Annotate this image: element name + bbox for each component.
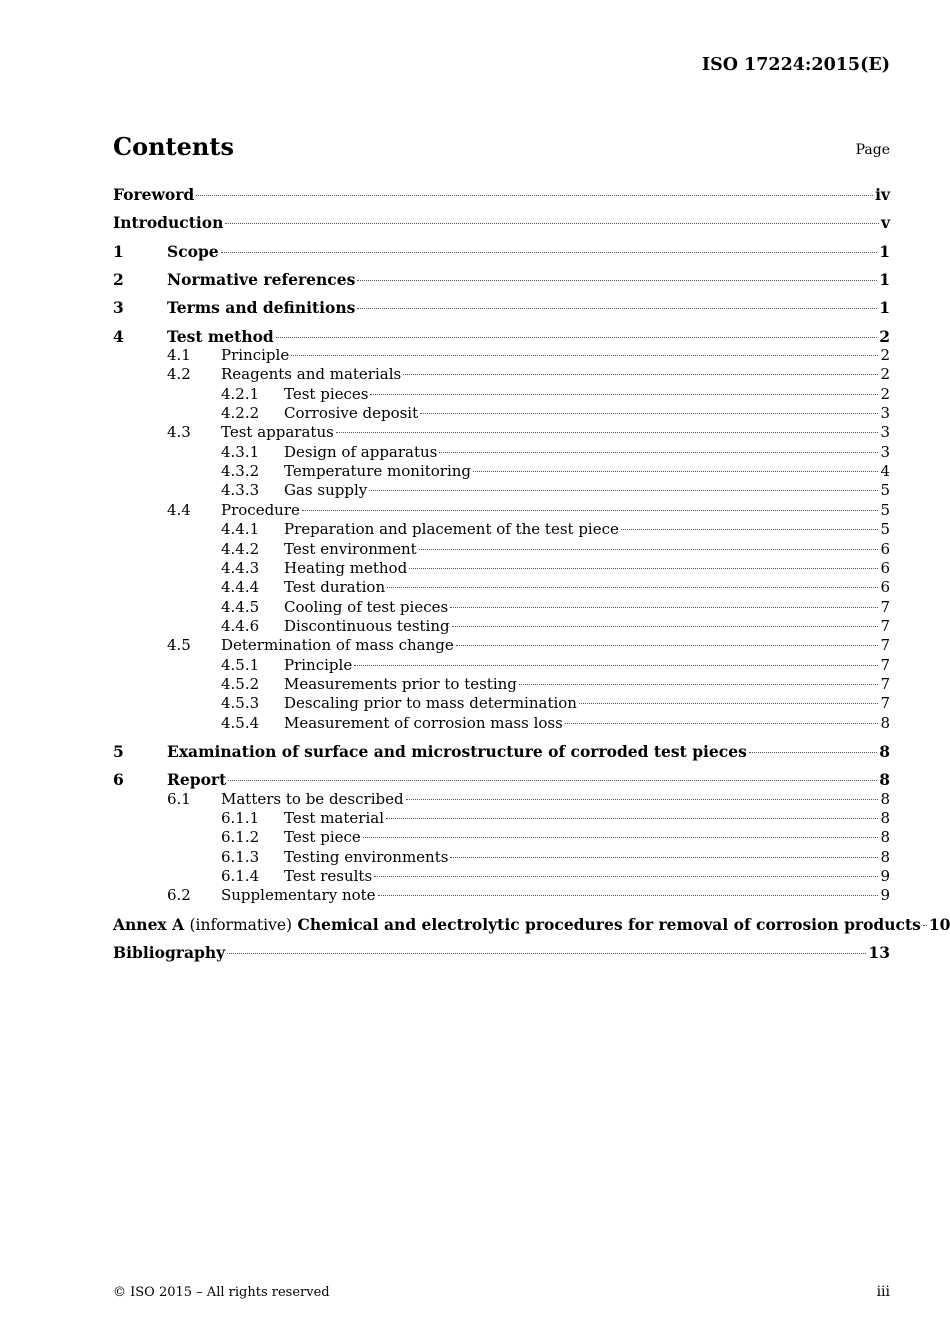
toc-entry-title: Measurements prior to testing: [284, 674, 517, 693]
toc-entry-title: Principle: [221, 346, 290, 365]
toc-entry-page: 8: [879, 741, 890, 761]
toc-entry[interactable]: [113, 848, 890, 867]
toc-entry-title: Matters to be described: [221, 789, 404, 808]
toc-entry[interactable]: [113, 867, 890, 886]
toc-entry-title: Measurement of corrosion mass loss: [284, 713, 563, 732]
toc-entry-number: 6.1: [167, 789, 191, 808]
toc-entry-page: 1: [879, 298, 890, 318]
toc-entry-page: v: [880, 213, 890, 233]
toc-entry-title: Examination of surface and microstructure of corroded test pieces: [167, 741, 747, 761]
dot-leader: [621, 529, 879, 530]
toc-entry[interactable]: [113, 443, 890, 462]
dot-leader: [419, 549, 879, 550]
toc-entry-number: 4.5.3: [221, 694, 260, 713]
toc-entry-title: Principle: [284, 655, 353, 674]
toc-entry[interactable]: [113, 327, 890, 346]
dot-leader: [387, 587, 878, 588]
dot-leader: [336, 432, 879, 433]
table-of-contents: [113, 185, 950, 963]
toc-entry-number: 6.1.2: [221, 828, 260, 847]
dot-leader: [357, 308, 877, 309]
toc-entry-number: 4.4.4: [221, 578, 260, 597]
dot-leader: [473, 471, 878, 472]
toc-entry-bibliography[interactable]: [113, 943, 890, 962]
toc-entry-title: Descaling prior to mass determination: [284, 694, 577, 713]
dot-leader: [403, 374, 878, 375]
toc-entry-number: 6.1.3: [221, 847, 260, 866]
toc-entry[interactable]: [113, 694, 890, 713]
toc-entry-title: Test results: [284, 867, 373, 885]
toc-entry[interactable]: [113, 365, 890, 384]
toc-entry-page: 8: [880, 847, 890, 866]
toc-entry-page: iv: [875, 185, 890, 204]
dot-leader: [579, 703, 878, 704]
toc-entry[interactable]: [113, 578, 890, 597]
dot-leader: [378, 895, 879, 896]
toc-entry[interactable]: [113, 770, 890, 789]
toc-entry-number: 4.4.3: [221, 558, 260, 577]
toc-entry-number: 4.4: [167, 500, 191, 519]
toc-entry-number: 4.4.2: [221, 539, 260, 558]
toc-entry-title: Preparation and placement of the test piece: [284, 520, 619, 539]
toc-entry[interactable]: [113, 656, 890, 675]
toc-entry-page: 7: [880, 674, 890, 693]
toc-entry-title: Test method: [167, 326, 274, 346]
toc-entry-title: Heating method: [284, 558, 408, 577]
toc-entry[interactable]: [113, 886, 890, 905]
toc-entry-page: 5: [880, 520, 890, 539]
toc-entry-number: 6: [113, 770, 124, 790]
toc-entry-page: 1: [879, 241, 890, 261]
toc-entry[interactable]: [113, 346, 890, 365]
dot-leader: [225, 223, 879, 224]
dot-leader: [519, 684, 879, 685]
dot-leader: [409, 568, 878, 569]
toc-entry-title: Corrosive deposit: [284, 404, 419, 423]
toc-entry-title: Temperature monitoring: [284, 462, 472, 481]
toc-entry-page: 2: [880, 365, 890, 384]
toc-entry-title: Scope: [167, 241, 219, 261]
dot-leader: [450, 607, 878, 608]
toc-entry-page: 3: [880, 404, 890, 423]
toc-entry-page: 7: [880, 616, 890, 635]
dot-leader: [749, 752, 877, 753]
annex-label: Annex A: [113, 914, 185, 934]
toc-entry-page: 5: [880, 481, 890, 500]
toc-entry-title: Test material: [284, 808, 384, 827]
toc-entry-title: Testing environments: [284, 847, 449, 866]
annex-title: Chemical and electrolytic procedures for removal of corrosion products: [297, 914, 921, 934]
toc-entry[interactable]: [113, 213, 890, 232]
toc-entry-number: 2: [113, 270, 124, 290]
toc-entry-title: Discontinuous testing: [284, 616, 450, 635]
dot-leader: [420, 413, 878, 414]
toc-entry[interactable]: [113, 185, 890, 204]
toc-entry[interactable]: [113, 828, 890, 847]
toc-entry[interactable]: [113, 559, 890, 578]
toc-entry-page: 8: [880, 808, 890, 827]
dot-leader: [221, 252, 878, 253]
toc-entry[interactable]: [113, 423, 890, 442]
dot-leader: [354, 665, 878, 666]
toc-entry-page: 1: [879, 270, 890, 290]
toc-entry-title: Test pieces: [284, 384, 369, 403]
toc-entry-title: Normative references: [167, 270, 356, 290]
toc-entry-page: 4: [880, 462, 890, 481]
toc-entry-page: 7: [880, 655, 890, 674]
toc-entry[interactable]: [113, 270, 890, 289]
toc-entry-number: 4.3: [167, 423, 191, 442]
toc-entry-title: Test duration: [284, 578, 386, 597]
dot-leader: [357, 280, 877, 281]
dot-leader: [276, 337, 877, 338]
toc-entry-page: 8: [880, 713, 890, 732]
toc-entry-number: 4.2.2: [221, 404, 260, 423]
toc-entry-number: 4.3.3: [221, 481, 260, 500]
dot-leader: [374, 876, 878, 877]
toc-entry[interactable]: [113, 617, 890, 636]
dot-leader: [363, 837, 879, 838]
toc-entry-number: 4.2: [167, 365, 191, 384]
dot-leader: [302, 510, 879, 511]
toc-entry-page: 6: [880, 558, 890, 577]
toc-entry-page: 7: [880, 636, 890, 655]
toc-entry-number: 4.4.5: [221, 597, 260, 616]
toc-entry-page: 10: [928, 914, 950, 934]
toc-entry-title: Introduction: [113, 213, 224, 233]
dot-leader: [565, 723, 879, 724]
toc-entry-title: Foreword: [113, 185, 195, 204]
toc-entry-number: 4.3.1: [221, 442, 260, 461]
toc-entry-page: 13: [868, 943, 890, 963]
toc-entry-number: 1: [113, 241, 124, 261]
toc-entry-title: Reagents and materials: [221, 365, 402, 384]
toc-entry-page: 8: [880, 828, 890, 847]
toc-entry[interactable]: [113, 462, 890, 481]
dot-leader: [370, 394, 878, 395]
toc-entry[interactable]: [113, 404, 890, 423]
toc-entry[interactable]: [113, 540, 890, 559]
toc-entry-title: Supplementary note: [221, 886, 376, 905]
toc-entry-number: 6.1.4: [221, 867, 260, 885]
toc-entry[interactable]: [113, 242, 890, 261]
toc-entry-number: 4.3.2: [221, 462, 260, 481]
toc-entry-title: Test environment: [284, 539, 417, 558]
copyright-notice: © ISO 2015 – All rights reserved: [113, 1285, 330, 1300]
toc-entry-page: 3: [880, 442, 890, 461]
toc-entry-title: Cooling of test pieces: [284, 597, 449, 616]
dot-leader: [450, 857, 878, 858]
toc-entry[interactable]: [113, 520, 890, 539]
dot-leader: [386, 818, 878, 819]
dot-leader: [923, 925, 927, 926]
dot-leader: [227, 953, 866, 954]
dot-leader: [452, 626, 879, 627]
toc-entry-page: 6: [880, 578, 890, 597]
toc-entry-annex-a[interactable]: [113, 914, 950, 934]
toc-entry-number: 4.5.1: [221, 655, 260, 674]
toc-entry-title: Test apparatus: [221, 423, 334, 442]
page-number: iii: [876, 1284, 890, 1300]
toc-entry-number: 4: [113, 326, 124, 346]
dot-leader: [406, 799, 879, 800]
toc-entry[interactable]: [113, 714, 890, 733]
standard-identifier: ISO 17224:2015(E): [701, 55, 890, 75]
toc-entry[interactable]: [113, 809, 890, 828]
dot-leader: [456, 645, 879, 646]
toc-entry-page: 5: [880, 500, 890, 519]
toc-entry-page: 8: [879, 770, 890, 790]
toc-entry[interactable]: [113, 675, 890, 694]
toc-entry-number: 6.2: [167, 886, 191, 905]
toc-entry-page: 8: [880, 789, 890, 808]
toc-entry[interactable]: [113, 598, 890, 617]
dot-leader: [439, 452, 878, 453]
dot-leader: [291, 355, 878, 356]
toc-entry-number: 4.4.1: [221, 520, 260, 539]
annex-informative-label: (informative): [189, 915, 293, 934]
toc-entry-number: 4.5: [167, 636, 191, 655]
toc-entry[interactable]: [113, 298, 890, 317]
toc-entry-page: 2: [879, 326, 890, 346]
dot-leader: [196, 195, 873, 196]
toc-entry-title: Procedure: [221, 500, 300, 519]
toc-entry-page: 7: [880, 597, 890, 616]
toc-entry[interactable]: [113, 481, 890, 500]
dot-leader: [369, 490, 878, 491]
toc-entry-number: 6.1.1: [221, 808, 260, 827]
toc-entry[interactable]: [113, 636, 890, 655]
toc-entry[interactable]: [113, 385, 890, 404]
toc-entry-page: 3: [880, 423, 890, 442]
toc-entry-number: 4.5.2: [221, 674, 260, 693]
toc-entry-title: Gas supply: [284, 481, 368, 500]
toc-entry-number: 4.1: [167, 346, 191, 365]
toc-entry-title: Bibliography: [113, 943, 226, 963]
toc-entry-title: Design of apparatus: [284, 442, 438, 461]
page-column-label: Page: [855, 142, 890, 158]
toc-entry[interactable]: [113, 742, 890, 761]
toc-entry-title: Test piece: [284, 828, 361, 847]
toc-entry-number: 4.5.4: [221, 713, 260, 732]
toc-entry-number: 3: [113, 298, 124, 318]
toc-entry-page: 7: [880, 694, 890, 713]
toc-entry-title: [113, 915, 921, 935]
toc-entry[interactable]: [113, 501, 890, 520]
toc-entry-title: Terms and definitions: [167, 298, 356, 318]
dot-leader: [228, 780, 877, 781]
toc-entry-number: 4.2.1: [221, 384, 260, 403]
toc-entry-page: 9: [880, 867, 890, 885]
toc-entry-number: 4.4.6: [221, 616, 260, 635]
toc-entry-number: 5: [113, 741, 124, 761]
toc-entry-title: Determination of mass change: [221, 636, 454, 655]
toc-entry-page: 2: [880, 346, 890, 365]
toc-entry-page: 9: [880, 886, 890, 905]
page-title: Contents: [113, 132, 234, 161]
toc-entry-page: 6: [880, 539, 890, 558]
toc-entry-title: Report: [167, 770, 227, 790]
toc-entry-page: 2: [880, 384, 890, 403]
toc-entry[interactable]: [113, 790, 890, 809]
